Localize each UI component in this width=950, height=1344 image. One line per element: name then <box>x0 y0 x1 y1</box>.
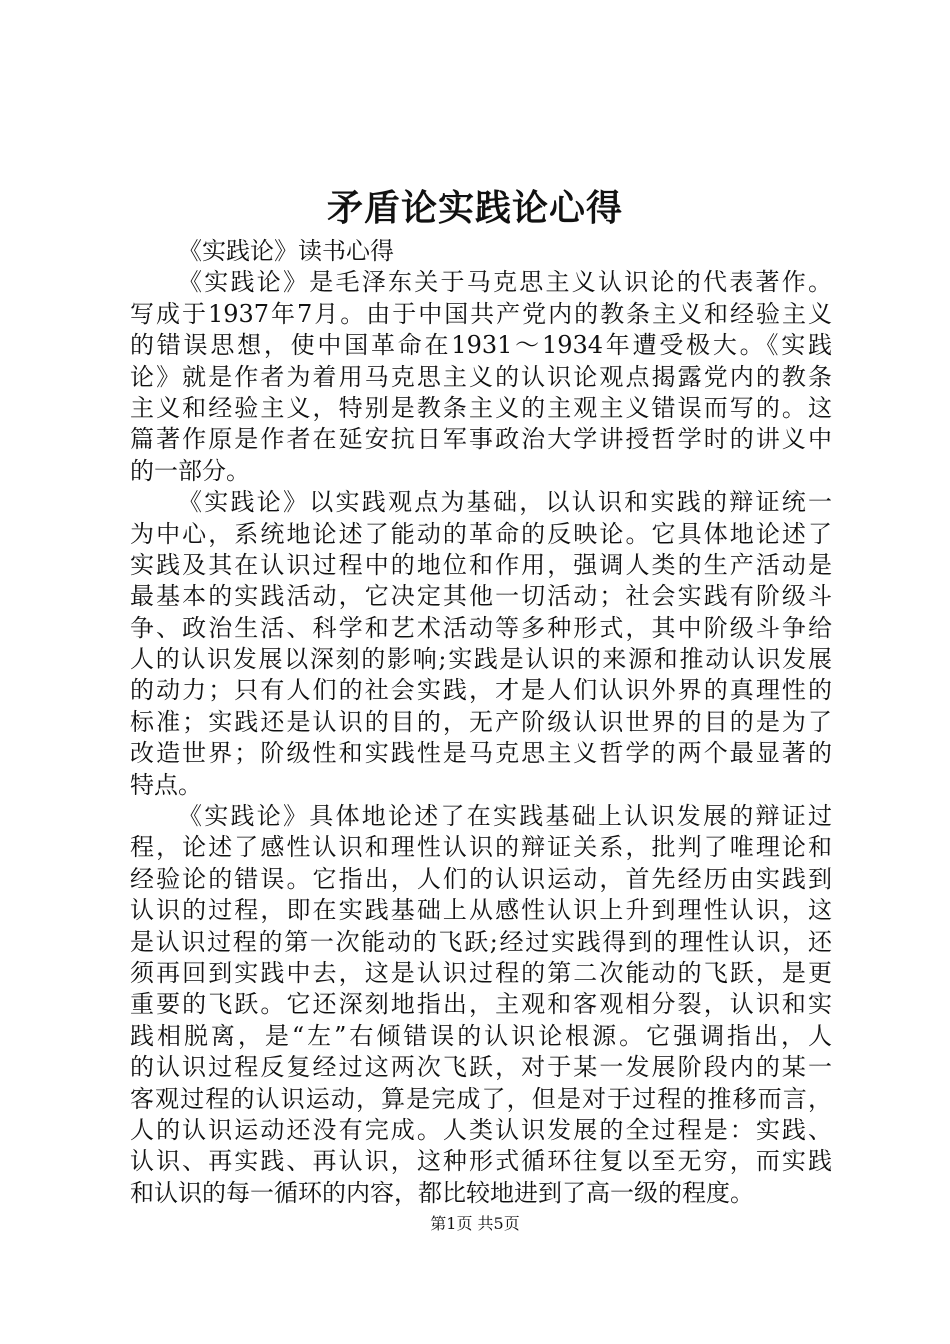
paragraph-3-line-6: 须再回到实践中去，这是认识过程的第二次能动的飞跃，是更 <box>130 958 832 987</box>
paragraph-3-line-1: 《实践论》具体地论述了在实践基础上认识发展的辩证过 <box>178 802 832 831</box>
paragraph-3-line-9: 的认识过程反复经过这两次飞跃，对于某一发展阶段内的某一 <box>130 1053 832 1082</box>
page-number-footer: 第1页 共5页 <box>430 1214 520 1233</box>
paragraph-3-line-2: 程，论述了感性认识和理性认识的辩证关系，批判了唯理论和 <box>130 833 832 862</box>
paragraph-3-line-4: 认识的过程，即在实践基础上从感性认识上升到理性认识，这 <box>130 896 832 925</box>
paragraph-2-line-5: 争、政治生活、科学和艺术活动等多种形式，其中阶级斗争给 <box>130 613 832 642</box>
paragraph-1-line-1: 《实践论》是毛泽东关于马克思主义认识论的代表著作。 <box>178 268 832 297</box>
paragraph-1-line-4: 论》就是作者为着用马克思主义的认识论观点揭露党内的教条 <box>130 362 832 391</box>
paragraph-2-line-2: 为中心，系统地论述了能动的革命的反映论。它具体地论述了 <box>130 519 832 548</box>
section-heading: 《实践论》读书心得 <box>178 237 394 265</box>
paragraph-2-line-9: 改造世界；阶级性和实践性是马克思主义哲学的两个最显著的 <box>130 739 832 768</box>
paragraph-1-line-3: 的错误思想，使中国革命在1931～1934年遭受极大。《实践 <box>130 331 832 360</box>
paragraph-1-line-6: 篇著作原是作者在延安抗日军事政治大学讲授哲学时的讲义中 <box>130 425 832 454</box>
paragraph-3-line-5: 是认识过程的第一次能动的飞跃;经过实践得到的理性认识，还 <box>130 927 832 956</box>
paragraph-3-line-7: 重要的飞跃。它还深刻地指出，主观和客观相分裂，认识和实 <box>130 990 832 1019</box>
paragraph-2-line-7: 的动力；只有人们的社会实践，才是人们认识外界的真理性的 <box>130 676 832 705</box>
paragraph-3-line-3: 经验论的错误。它指出，人们的认识运动，首先经历由实践到 <box>130 864 832 893</box>
paragraph-2-line-10: 特点。 <box>130 770 202 799</box>
paragraph-1-line-7: 的一部分。 <box>130 456 250 485</box>
paragraph-2-line-1: 《实践论》以实践观点为基础，以认识和实践的辩证统一 <box>178 488 832 517</box>
paragraph-3-line-12: 认识、再实践、再认识，这种形式循环往复以至无穷，而实践 <box>130 1147 832 1176</box>
paragraph-1-line-5: 主义和经验主义，特别是教条主义的主观主义错误而写的。这 <box>130 393 832 422</box>
paragraph-3-line-13: 和认识的每一循环的内容，都比较地进到了高一级的程度。 <box>130 1178 754 1207</box>
document-body <box>130 236 832 1209</box>
paragraph-2-line-3: 实践及其在认识过程中的地位和作用，强调人类的生产活动是 <box>130 550 832 579</box>
paragraph-2-line-6: 人的认识发展以深刻的影响;实践是认识的来源和推动认识发展 <box>130 645 832 674</box>
paragraph-2-line-8: 标准；实践还是认识的目的，无产阶级认识世界的目的是为了 <box>130 707 832 736</box>
paragraph-3-line-8: 践相脱离，是“左”右倾错误的认识论根源。它强调指出，人 <box>130 1021 832 1050</box>
paragraph-3-line-11: 人的认识运动还没有完成。人类认识发展的全过程是：实践、 <box>130 1115 832 1144</box>
document-title: 矛盾论实践论心得 <box>326 187 623 229</box>
paragraph-3-line-10: 客观过程的认识运动，算是完成了，但是对于过程的推移而言， <box>130 1084 832 1113</box>
paragraph-1-line-2: 写成于1937年7月。由于中国共产党内的教条主义和经验主义 <box>130 299 832 328</box>
paragraph-2-line-4: 最基本的实践活动，它决定其他一切活动；社会实践有阶级斗 <box>130 582 832 611</box>
